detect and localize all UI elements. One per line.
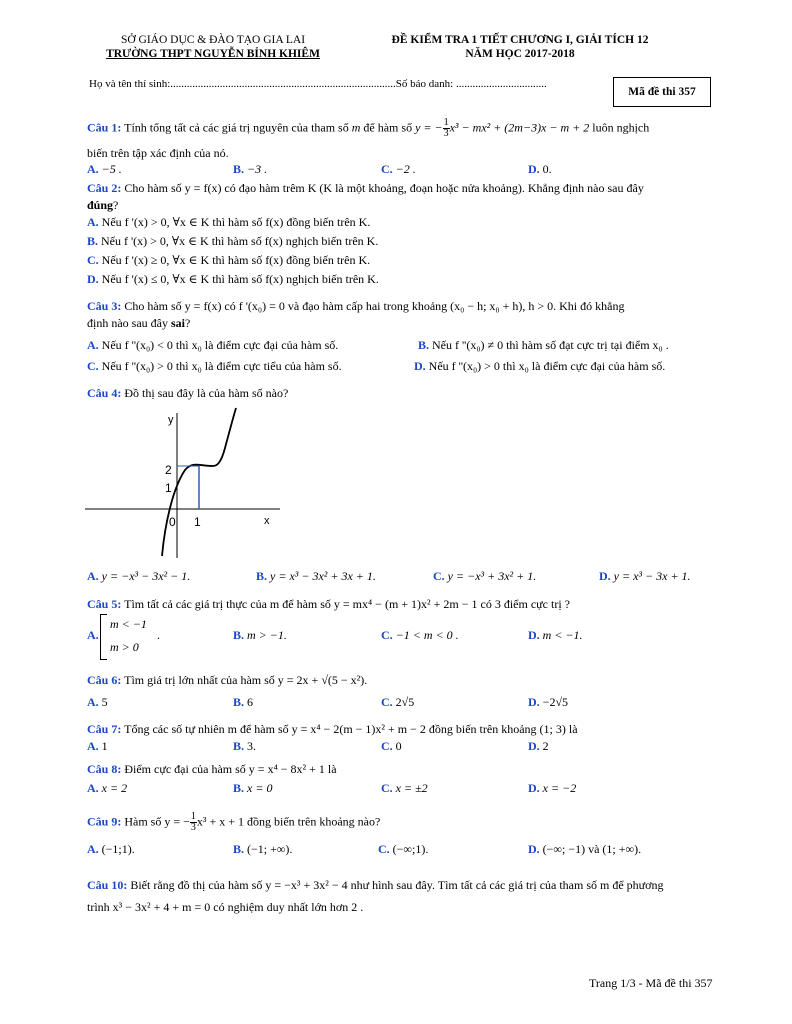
q5-a-suffix: . bbox=[157, 628, 160, 642]
q4-option-d[interactable]: D. y = x³ − 3x + 1. bbox=[599, 569, 691, 583]
q1-option-c[interactable]: C. −2 . bbox=[381, 162, 416, 176]
q9-option-a[interactable]: A. (−1;1). bbox=[87, 842, 135, 856]
q1-text-c: luôn nghịch bbox=[592, 120, 650, 135]
q4-option-c[interactable]: C. y = −x³ + 3x² + 1. bbox=[433, 569, 537, 583]
q10-text2: trình x³ − 3x² + 4 + m = 0 có nghiệm duy nhất lớn hơn 2 . bbox=[87, 900, 364, 914]
origin-label: 0 bbox=[169, 515, 176, 529]
school-name: TRƯỜNG THPT NGUYỄN BỈNH KHIÊM bbox=[106, 48, 320, 60]
q3-option-c[interactable]: C. Nếu f ''(x₀) > 0 thì x₀ là điểm cực tiểu của hàm số. bbox=[87, 359, 342, 373]
question-1 bbox=[87, 118, 728, 139]
q5-a-line2: m > 0 bbox=[110, 640, 139, 654]
question-9 bbox=[87, 812, 728, 833]
q9-option-d[interactable]: D. (−∞; −1) và (1; +∞). bbox=[528, 842, 642, 856]
q4-option-b[interactable]: B. y = x³ − 3x² + 3x + 1. bbox=[256, 569, 376, 583]
q1-text-b: để hàm số bbox=[363, 120, 413, 135]
q5-option-c[interactable]: C. −1 < m < 0 . bbox=[381, 628, 459, 642]
q2-option-a[interactable]: A. Nếu f '(x) > 0, ∀x ∈ K thì hàm số f(x) đồng biến trên K. bbox=[87, 215, 371, 229]
x-tick-1: 1 bbox=[194, 515, 201, 529]
x-axis-label: x bbox=[264, 515, 270, 527]
q8-option-d[interactable]: D. x = −2 bbox=[528, 781, 577, 795]
q9-label: Câu 9: bbox=[87, 814, 122, 829]
q1-option-b[interactable]: B. −3 . bbox=[233, 162, 268, 176]
q2-option-c[interactable]: C. Nếu f '(x) ≥ 0, ∀x ∈ K thì hàm số f(x) đồng biến trên K. bbox=[87, 253, 371, 267]
q7-text: Tổng các số tự nhiên m để hàm số y = x⁴ − 2(m − 1)x² + m − 2 đồng biến trên khoảng (1; 3) là bbox=[124, 722, 578, 736]
q1-var: m bbox=[351, 120, 361, 135]
q3-bold-word: sai bbox=[170, 316, 185, 330]
question-8 bbox=[87, 761, 728, 778]
q9-option-c[interactable]: C. (−∞;1). bbox=[378, 842, 429, 856]
q3-option-d[interactable]: D. Nếu f ''(x₀) > 0 thì x₀ là điểm cực đại của hàm số. bbox=[414, 359, 666, 373]
q5-label: Câu 5: bbox=[87, 597, 122, 611]
exam-code: Mã đề thi 357 bbox=[628, 86, 696, 98]
q9-text-a: Hàm số y = − bbox=[124, 814, 190, 829]
q6-option-b[interactable]: B. 6 bbox=[233, 695, 254, 709]
y-tick-1: 1 bbox=[165, 481, 172, 495]
q9-text-b: x³ + x + 1 đồng biến trên khoảng nào? bbox=[196, 814, 381, 829]
q8-option-b[interactable]: B. x = 0 bbox=[233, 781, 273, 795]
q7-option-c[interactable]: C. 0 bbox=[381, 739, 402, 753]
q5-text: Tìm tất cả các giá trị thực của m để hàm số y = mx⁴ − (m + 1)x² + 2m − 1 có 3 điểm cực trị ? bbox=[124, 597, 570, 611]
q10-label: Câu 10: bbox=[87, 878, 128, 892]
question-10 bbox=[87, 874, 728, 918]
q3-label: Câu 3: bbox=[87, 299, 122, 313]
question-2: Câu 2: Cho hàm số y = f(x) có đạo hàm trêm K (K là một khoảng, đoạn hoặc nửa khoảng). Khẳng định nào sau đây đúng? bbox=[87, 181, 644, 212]
q2-text: Cho hàm số y = f(x) có đạo hàm trêm K (K là một khoảng, đoạn hoặc nửa khoảng). Khẳng định nào sau đây bbox=[124, 181, 644, 195]
q6-label: Câu 6: bbox=[87, 673, 122, 687]
exam-title: ĐỀ KIỂM TRA 1 TIẾT CHƯƠNG I, GIẢI TÍCH 12 bbox=[391, 34, 649, 46]
q4-graph bbox=[85, 403, 285, 563]
q5-a-line1: m < −1 bbox=[110, 617, 147, 631]
question-4 bbox=[87, 385, 728, 402]
q8-option-a[interactable]: A. x = 2 bbox=[87, 781, 128, 795]
q3-option-b[interactable]: B. Nếu f ''(x₀) ≠ 0 thì hàm số đạt cực trị tại điểm x₀ . bbox=[418, 338, 669, 352]
q8-label: Câu 8: bbox=[87, 762, 122, 776]
q2-option-d[interactable]: D. Nếu f '(x) ≤ 0, ∀x ∈ K thì hàm số f(x) nghịch biến trên K. bbox=[87, 272, 379, 286]
q6-option-c[interactable]: C. 2√5 bbox=[381, 695, 415, 709]
q5-option-a[interactable]: A. bbox=[87, 628, 99, 642]
q7-option-d[interactable]: D. 2 bbox=[528, 739, 549, 753]
q2-option-b[interactable]: B. Nếu f '(x) > 0, ∀x ∈ K thì hàm số f(x) nghịch biến trên K. bbox=[87, 234, 379, 248]
q1-formula: x³ − mx² + (2m−3)x − m + 2 bbox=[449, 120, 590, 135]
y-axis-label: y bbox=[168, 414, 174, 426]
q1-text-d: biến trên tập xác định của nó. bbox=[87, 146, 229, 160]
q3-option-a[interactable]: A. Nếu f ''(x₀) < 0 thì x₀ là điểm cực đại của hàm số. bbox=[87, 338, 339, 352]
q9-fraction: $\frac{1}{3}$ bbox=[190, 811, 196, 833]
student-info-line: Họ và tên thí sinh:..................................................................................Số báo danh: ................................. bbox=[89, 78, 547, 90]
q6-option-d[interactable]: D. −2√5 bbox=[528, 695, 569, 709]
q1-text-a: Tính tổng tất cả các giá trị nguyên của tham số bbox=[124, 120, 349, 135]
question-7 bbox=[87, 721, 728, 738]
q3-text: Cho hàm số y = f(x) có f '(x₀) = 0 và đạo hàm cấp hai trong khoảng (x₀ − h; x₀ + h), h > 0. Khi đó khẳng bbox=[124, 299, 625, 313]
q7-label: Câu 7: bbox=[87, 722, 122, 736]
q7-option-b[interactable]: B. 3. bbox=[233, 739, 257, 753]
q2-bold-word: đúng bbox=[87, 198, 114, 212]
q1-option-d[interactable]: D. 0. bbox=[528, 162, 552, 176]
q1-label: Câu 1: bbox=[87, 120, 122, 135]
question-5 bbox=[87, 596, 728, 613]
q7-option-a[interactable]: A. 1 bbox=[87, 739, 108, 753]
page-footer: Trang 1/3 - Mã đề thi 357 bbox=[589, 976, 713, 990]
question-6 bbox=[87, 672, 728, 689]
q6-text: Tìm giá trị lớn nhất của hàm số y = 2x + √(5 − x²). bbox=[124, 673, 368, 687]
q5-bracket bbox=[100, 614, 107, 660]
q5-option-b[interactable]: B. m > −1. bbox=[233, 628, 287, 642]
q5-option-d[interactable]: D. m < −1. bbox=[528, 628, 583, 642]
school-year: NĂM HỌC 2017-2018 bbox=[465, 48, 575, 60]
q8-option-c[interactable]: C. x = ±2 bbox=[381, 781, 428, 795]
q8-text: Điểm cực đại của hàm số y = x⁴ − 8x² + 1 là bbox=[124, 762, 337, 776]
q1-option-a[interactable]: A. −5 . bbox=[87, 162, 122, 176]
question-3: Câu 3: Cho hàm số y = f(x) có f '(x₀) = 0 và đạo hàm cấp hai trong khoảng (x₀ − h; x₀ + h), h > 0. Khi đó khẳng định nào sau đây sai? bbox=[87, 299, 625, 330]
school-department: SỞ GIÁO DỤC & ĐÀO TẠO GIA LAI bbox=[120, 34, 306, 46]
q6-option-a[interactable]: A. 5 bbox=[87, 695, 108, 709]
q4-label: Câu 4: bbox=[87, 386, 122, 400]
q4-option-a[interactable]: A. y = −x³ − 3x² − 1. bbox=[87, 569, 191, 583]
y-tick-2: 2 bbox=[165, 463, 172, 477]
q1-formula-pre: y = − bbox=[415, 120, 443, 135]
exam-code-box bbox=[613, 77, 711, 107]
q1-fraction: $\frac{1}{3}$ bbox=[443, 117, 449, 139]
q4-text: Đồ thị sau đây là của hàm số nào? bbox=[124, 386, 289, 400]
q10-text: Biết rằng đồ thị của hàm số y = −x³ + 3x² − 4 như hình sau đây. Tìm tất cả các giá trị của tham số m để phương bbox=[130, 878, 664, 892]
q9-option-b[interactable]: B. (−1; +∞). bbox=[233, 842, 293, 856]
q2-label: Câu 2: bbox=[87, 181, 122, 195]
